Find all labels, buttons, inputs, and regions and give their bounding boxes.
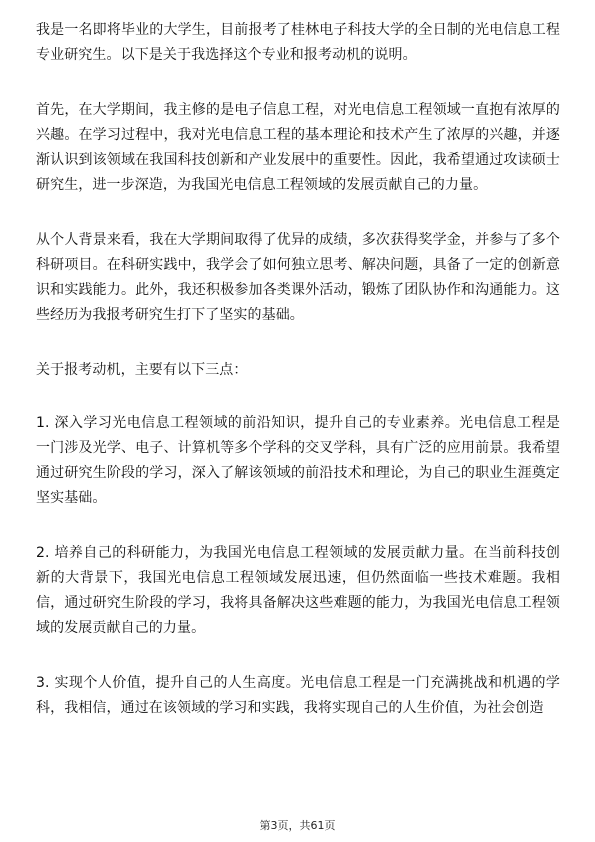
paragraph-personal-background: 从个人背景来看，我在大学期间取得了优异的成绩，多次获得奖学金，并参与了多个科研项目。在科研实践中，我学会了如何独立思考、解决问题，具备了一定的创新意识和实践能力。此外，我还积极参加各类课外活动，锻炼了团队协作和沟通能力。这些经历为我报考研究生打下了坚实的基础。	[36, 232, 560, 323]
paragraph-motivation-heading: 关于报考动机，主要有以下三点：	[36, 362, 248, 378]
document-body	[36, 18, 560, 751]
paragraph-major-interest: 首先，在大学期间，我主修的是电子信息工程，对光电信息工程领域一直抱有浓厚的兴趣。在学习过程中，我对光电信息工程的基本理论和技术产生了浓厚的兴趣，并逐渐认识到该领域在我国科技创新和产业发展中的重要性。因此，我希望通过攻读硕士研究生，进一步深造，为我国光电信息工程领域的发展贡献自己的力量。	[36, 102, 560, 193]
paragraph-intro: 我是一名即将毕业的大学生，目前报考了桂林电子科技大学的全日制的光电信息工程专业研究生。以下是关于我选择这个专业和报考动机的说明。	[36, 22, 560, 63]
paragraph-motivation-1: 1. 深入学习光电信息工程领域的前沿知识，提升自己的专业素养。光电信息工程是一门涉及光学、电子、计算机等多个学科的交叉学科，具有广泛的应用前景。我希望通过研究生阶段的学习，深入了解该领域的前沿技术和理论，为自己的职业生涯奠定坚实基础。	[36, 415, 560, 506]
paragraph-motivation-3: 3. 实现个人价值，提升自己的人生高度。光电信息工程是一门充满挑战和机遇的学科，我相信，通过在该领域的学习和实践，我将实现自己的人生价值，为社会创造	[36, 675, 560, 716]
page-number-footer: 第3页，共61页	[259, 819, 336, 832]
paragraph-motivation-2: 2. 培养自己的科研能力，为我国光电信息工程领域的发展贡献力量。在当前科技创新的大背景下，我国光电信息工程领域发展迅速，但仍然面临一些技术难题。我相信，通过研究生阶段的学习，我将具备解决这些难题的能力，为我国光电信息工程领域的发展贡献自己的力量。	[36, 545, 560, 636]
